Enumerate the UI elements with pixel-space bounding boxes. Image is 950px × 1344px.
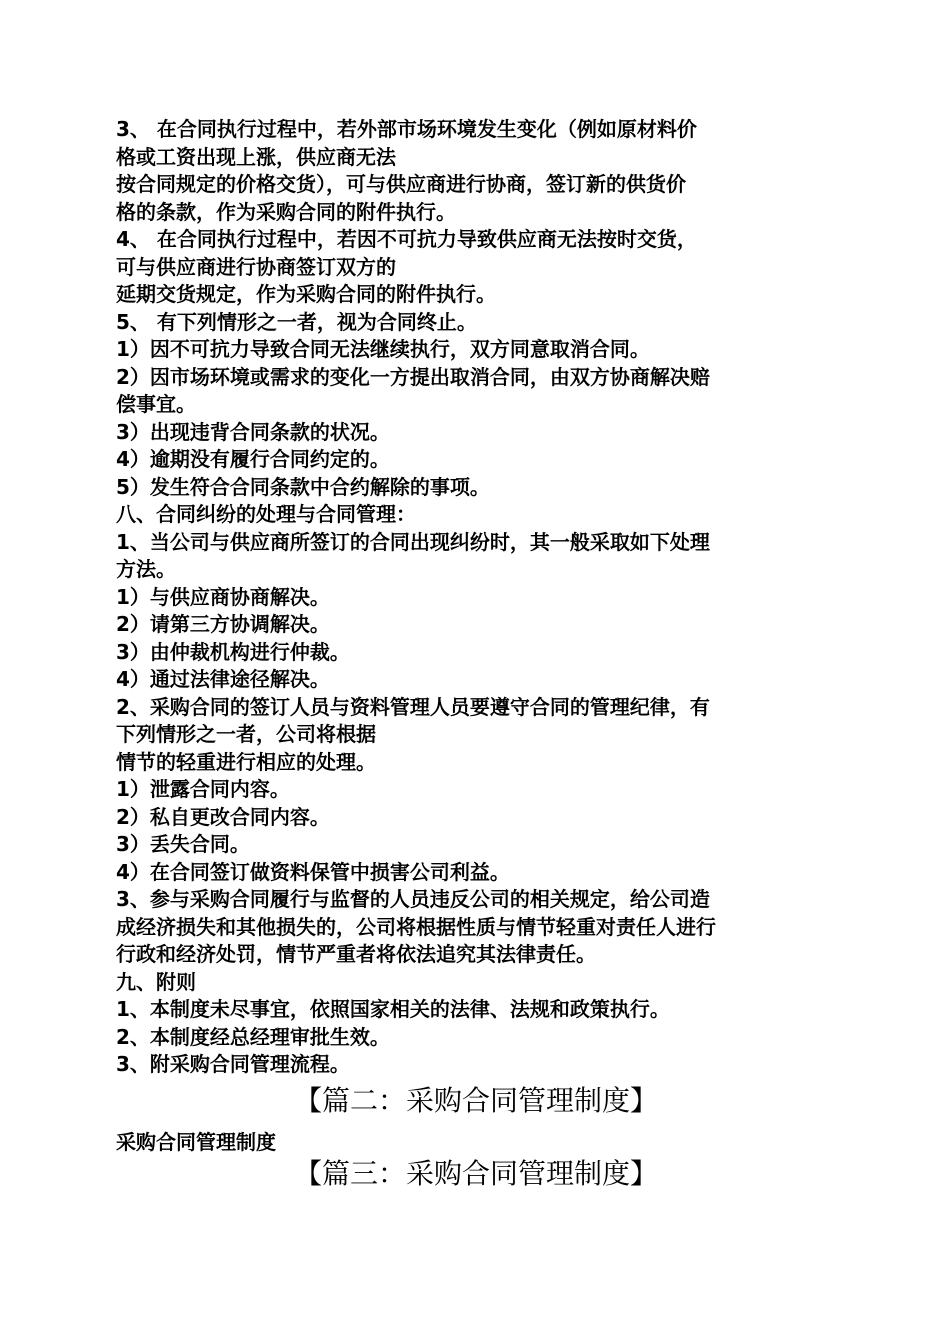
text-line: 1）泄露合同内容。 — [116, 777, 290, 801]
part-two-subtitle: 采购合同管理制度 — [116, 1129, 276, 1154]
part-three-heading: 【篇三：采购合同管理制度】 — [293, 1156, 658, 1190]
text-line: 下列情形之一者，公司将根据 — [116, 722, 376, 746]
text-line: 按合同规定的价格交货），可与供应商进行协商，签订新的供货价 — [116, 172, 686, 196]
text-line: 2、采购合同的签订人员与资料管理人员要遵守合同的管理纪律，有 — [116, 694, 710, 719]
text-line: 4）在合同签订做资料保管中损害公司利益。 — [116, 859, 510, 884]
text-line: 4、 在合同执行过程中，若因不可抗力导致供应商无法按时交货， — [116, 227, 697, 251]
text-line: 1、本制度未尽事宜，依照国家相关的法律、法规和政策执行。 — [116, 997, 670, 1021]
text-line: 2、本制度经总经理审批生效。 — [116, 1024, 390, 1049]
text-line: 3）出现违背合同条款的状况。 — [116, 419, 390, 444]
text-line: 4）通过法律途径解决。 — [116, 667, 330, 691]
text-line: 可与供应商进行协商签订双方的 — [116, 254, 396, 279]
text-line: 3）由仲裁机构进行仲裁。 — [116, 639, 350, 664]
section-heading-8: 八、合同纠纷的处理与合同管理： — [116, 502, 416, 526]
text-line: 成经济损失和其他损失的，公司将根据性质与情节轻重对责任人进行 — [116, 914, 716, 939]
text-line: 行政和经济处罚，情节严重者将依法追究其法律责任。 — [116, 942, 596, 966]
text-line: 2）因市场环境或需求的变化一方提出取消合同，由双方协商解决赔 — [116, 364, 710, 389]
text-line: 2）私自更改合同内容。 — [116, 804, 330, 829]
text-line: 2）请第三方协调解决。 — [116, 612, 330, 636]
text-line: 方法。 — [116, 557, 176, 581]
text-line: 1）与供应商协商解决。 — [116, 584, 330, 609]
part-two-heading: 【篇二：采购合同管理制度】 — [293, 1083, 658, 1117]
section-heading-9: 九、附则 — [116, 969, 196, 994]
text-line: 偿事宜。 — [116, 392, 196, 416]
text-line: 3、参与采购合同履行与监督的人员违反公司的相关规定，给公司造 — [116, 887, 710, 911]
text-line: 1）因不可抗力导致合同无法继续执行，双方同意取消合同。 — [116, 337, 650, 361]
text-line: 5）发生符合合同条款中合约解除的事项。 — [116, 474, 490, 499]
text-line: 3、附采购合同管理流程。 — [116, 1052, 350, 1076]
text-line: 1、当公司与供应商所签订的合同出现纠纷时，其一般采取如下处理 — [116, 529, 710, 554]
text-line: 3、 在合同执行过程中，若外部市场环境发生变化（例如原材料价 — [116, 117, 697, 141]
text-line: 3）丢失合同。 — [116, 832, 250, 856]
text-line: 4）逾期没有履行合同约定的。 — [116, 447, 390, 471]
body-text — [116, 116, 836, 1079]
text-line: 情节的轻重进行相应的处理。 — [116, 749, 376, 774]
document-body — [116, 116, 836, 1194]
text-line: 延期交货规定，作为采购合同的附件执行。 — [116, 282, 496, 306]
text-line: 5、 有下列情形之一者，视为合同终止。 — [116, 309, 477, 334]
text-line: 格的条款，作为采购合同的附件执行。 — [116, 199, 456, 224]
text-line: 格或工资出现上涨，供应商无法 — [116, 144, 396, 169]
